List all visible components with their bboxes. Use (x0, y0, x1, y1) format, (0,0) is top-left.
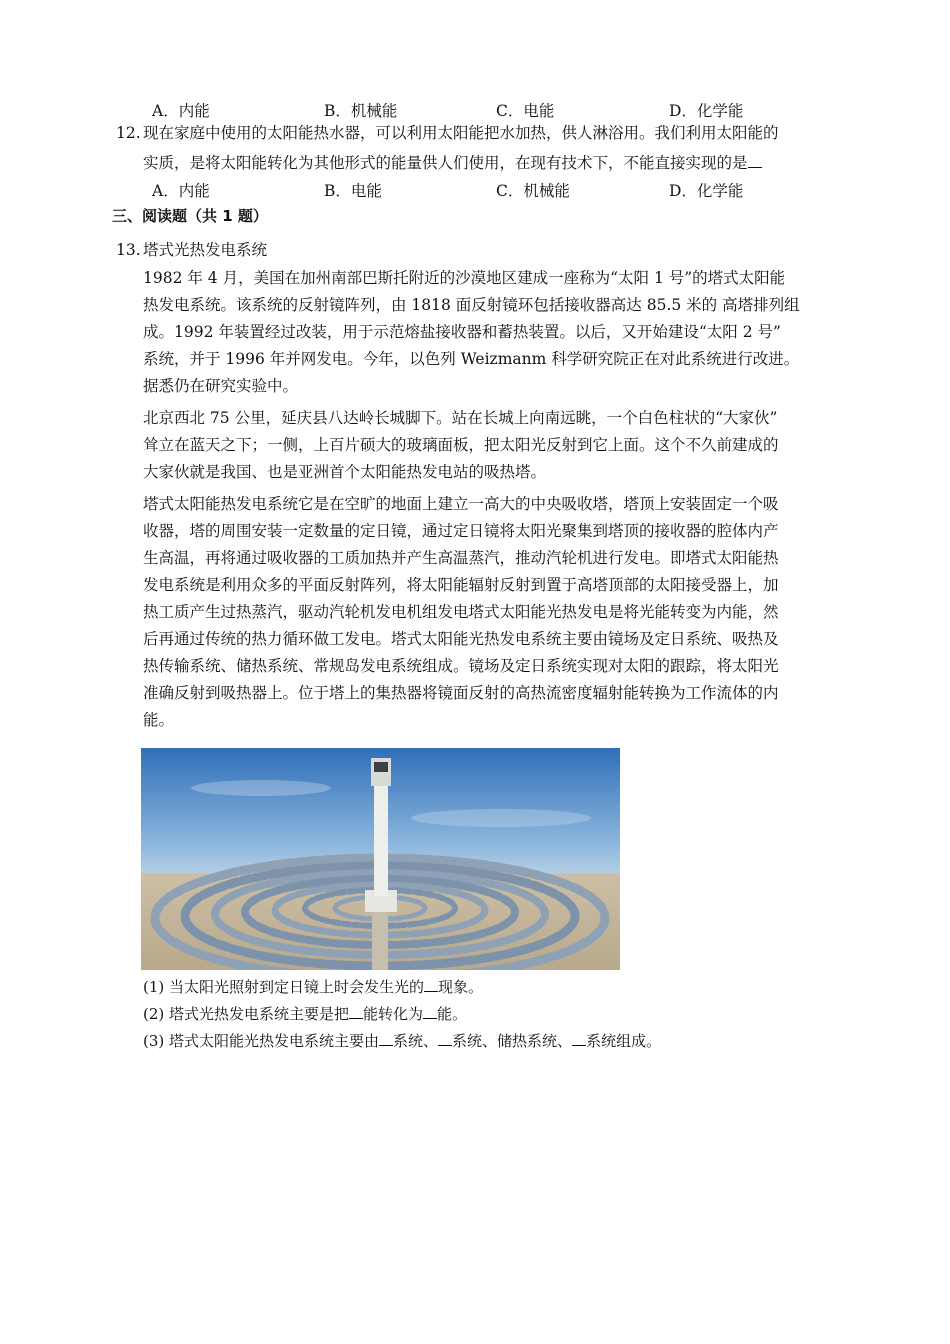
paragraph-line: 据悉仍在研究实验中。 (143, 377, 299, 395)
paragraph-line: 热传输系统、储热系统、常规岛发电系统组成。镜场及定日系统实现对太阳的跟踪，将太阳光 (143, 657, 779, 675)
section-title: 三、阅读题（共 1 题） (112, 207, 268, 225)
sub2-text-a: (2) 塔式光热发电系统主要是把 (143, 1005, 350, 1023)
q13-paragraph-1 (143, 265, 843, 400)
paragraph-line: 1982 年 4 月，美国在加州南部巴斯托附近的沙漠地区建成一座称为“太阳 1 号”的塔式太阳能 (143, 269, 786, 287)
q12-options (0, 179, 950, 203)
q12-option-a: A．内能 (152, 182, 210, 200)
q12-option-b: B．电能 (324, 182, 382, 200)
paragraph-line: 热工质产生过热蒸汽，驱动汽轮机发电机组发电塔式太阳能光热发电是将光能转变为内能，然 (143, 603, 779, 621)
q12-option-c: C．机械能 (496, 182, 570, 200)
paragraph-line: 耸立在蓝天之下；一侧，上百片硕大的玻璃面板，把太阳光反射到它上面。这个不久前建成的 (143, 436, 779, 454)
sub2-blank-1 (349, 1004, 363, 1019)
sub1-blank-1 (424, 977, 438, 992)
paragraph-line: 能。 (143, 711, 175, 729)
sub3-blank-3 (572, 1031, 586, 1046)
sub2-blank-2 (423, 1004, 437, 1019)
paragraph-line: 准确反射到吸热器上。位于塔上的集热器将镜面反射的高热流密度辐射能转换为工作流体的内 (143, 684, 779, 702)
paragraph-line: 发电系统是利用众多的平面反射阵列，将太阳能辐射反射到置于高塔顶部的太阳接受器上，加 (143, 576, 779, 594)
paragraph-line: 系统，并于 1996 年并网发电。今年，以色列 Weizmanm 科学研究院正在对此系统进行改进。 (143, 350, 800, 368)
paragraph-line: 北京西北 75 公里，延庆县八达岭长城脚下。站在长城上向南远眺，一个白色柱状的“大家伙” (143, 409, 778, 427)
q13-paragraph-2 (143, 405, 843, 486)
q11-options (0, 99, 950, 123)
q11-option-b: B．机械能 (324, 102, 398, 120)
paragraph-line: 成。1992 年装置经过改装，用于示范熔盐接收器和蓄热装置。以后，又开始建设“太阳 2 号” (143, 323, 781, 341)
sub2-text-c: 能。 (437, 1005, 468, 1023)
q11-option-c: C．电能 (496, 102, 555, 120)
sub3-blank-2 (438, 1031, 452, 1046)
q13-sub2 (143, 1002, 467, 1026)
q11-option-a: A．内能 (152, 102, 210, 120)
q12-text-line2 (143, 151, 762, 175)
q13-sub3 (143, 1029, 661, 1053)
q11-option-d: D．化学能 (669, 102, 744, 120)
paragraph-line: 收器，塔的周围安装一定数量的定日镜，通过定日镜将太阳光聚集到塔顶的接收器的腔体内产 (143, 522, 779, 540)
paragraph-line: 热发电系统。该系统的反射镜阵列，由 1818 面反射镜环包括接收器高达 85.5 米的 高塔排列组 (143, 296, 800, 314)
sub3-blank-1 (379, 1031, 393, 1046)
sub3-text-d: 系统组成。 (586, 1032, 662, 1050)
paragraph-line: 后再通过传统的热力循环做工发电。塔式太阳能光热发电系统主要由镜场及定日系统、吸热及 (143, 630, 779, 648)
q13-title: 塔式光热发电系统 (143, 241, 268, 259)
q12-number: 12. (116, 124, 141, 142)
q12-answer-blank (748, 153, 762, 168)
paragraph-line: 生高温，再将通过吸收器的工质加热并产生高温蒸汽，推动汽轮机进行发电。即塔式太阳能热 (143, 549, 779, 567)
q13-sub1 (143, 975, 483, 999)
sub1-text-a: (1) 当太阳光照射到定日镜上时会发生光的 (143, 978, 425, 996)
sub3-text-c: 系统、储热系统、 (452, 1032, 573, 1050)
q12-text-line1: 现在家庭中使用的太阳能热水器，可以利用太阳能把水加热，供人淋浴用。我们利用太阳能的 (143, 124, 779, 142)
solar-tower-photo (141, 748, 620, 970)
sub2-text-b: 能转化为 (363, 1005, 424, 1023)
sub3-text-b: 系统、 (393, 1032, 439, 1050)
paragraph-line: 大家伙就是我国、也是亚洲首个太阳能热发电站的吸热塔。 (143, 463, 547, 481)
q12-option-d: D．化学能 (669, 182, 744, 200)
q13-paragraph-3 (143, 491, 843, 734)
q12-text-line2-content: 实质，是将太阳能转化为其他形式的能量供人们使用，在现有技术下，不能直接实现的是 (143, 154, 748, 172)
paragraph-line: 塔式太阳能热发电系统它是在空旷的地面上建立一高大的中央吸收塔，塔顶上安装固定一个吸 (143, 495, 779, 513)
sub3-text-a: (3) 塔式太阳能光热发电系统主要由 (143, 1032, 380, 1050)
q13-number: 13. (116, 241, 141, 259)
sub1-text-b: 现象。 (438, 978, 484, 996)
